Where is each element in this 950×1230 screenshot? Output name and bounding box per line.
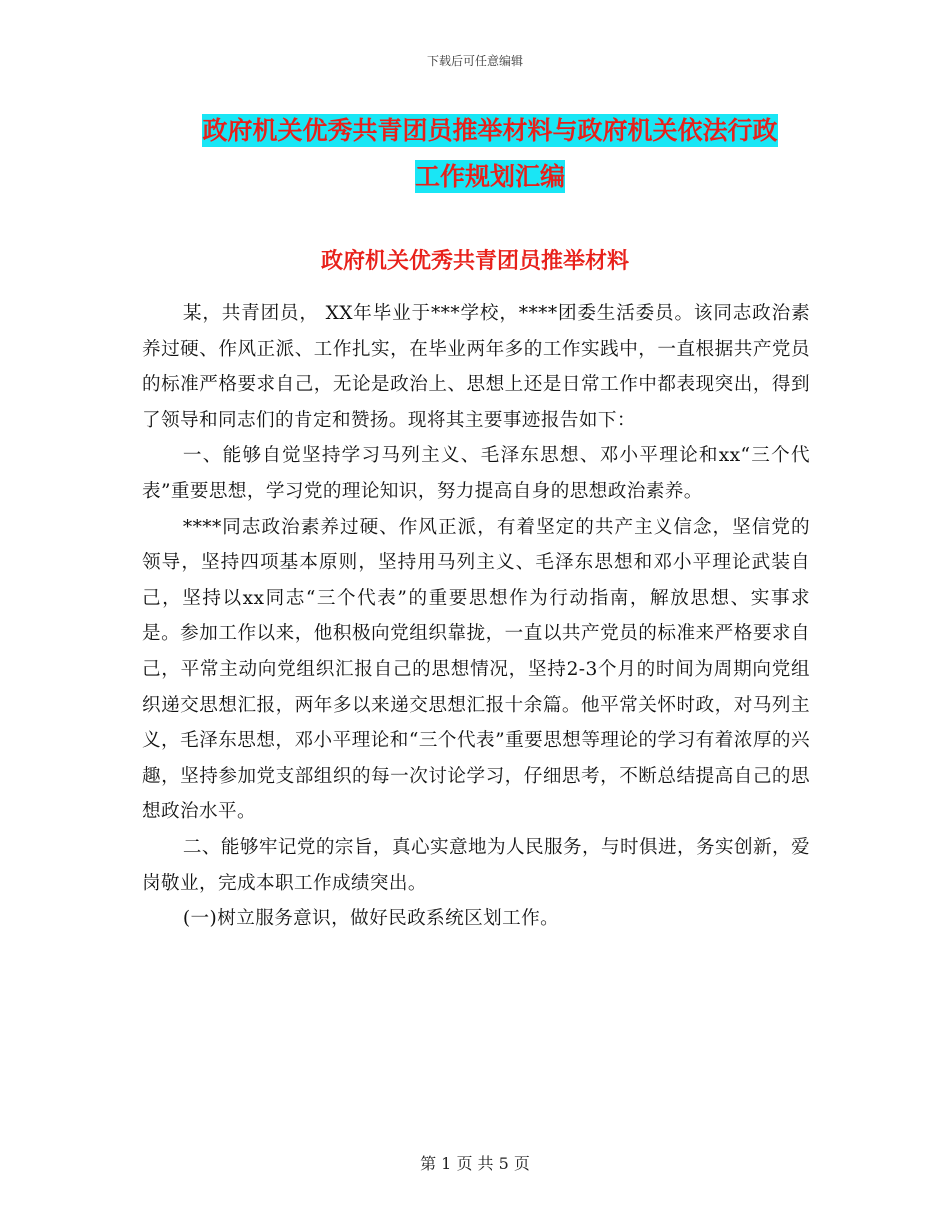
paragraph-heading-one: 一、能够自觉坚持学习马列主义、毛泽东思想、邓小平理论和xx“三个代表”重要思想，学习党的理论知识，努力提高自身的思想政治素养。: [142, 445, 810, 502]
document-title: [140, 108, 840, 200]
page-number: 第 1 页 共 5 页: [420, 1154, 530, 1173]
document-title-line-2: 工作规划汇编: [414, 162, 565, 191]
paragraph-heading-two: 二、能够牢记党的宗旨，真心实意地为人民服务，与时俱进，务实创新，爱岗敬业，完成本职工作成绩突出。: [142, 836, 810, 894]
document-title-line-1: 政府机关优秀共青团员推举材料与政府机关依法行政: [202, 116, 778, 145]
paragraph-subheading-one: (一)树立服务意识，做好民政系统区划工作。: [182, 908, 560, 930]
document-body: [142, 296, 810, 937]
paragraph-political-quality: ****同志政治素养过硬、作风正派，有着坚定的共产主义信念，坚信党的领导，坚持四项基本原则，坚持用马列主义、毛泽东思想和邓小平理论武装自己，坚持以xx同志“三个代表”的重要思想作为行动指南，解放思想、实事求是。参加工作以来，他积极向党组织靠拢，一直以共产党员的标准来严格要求自己，平常主动向党组织汇报自己的思想情况，坚持2-3个月的时间为周期向党组织递交思想汇报，两年多以来递交思想汇报十余篇。他平常关怀时政，对马列主义，毛泽东思想，邓小平理论和“三个代表”重要思想等理论的学习有着浓厚的兴趣，坚持参加党支部组织的每一次讨论学习，仔细思考，不断总结提高自己的思想政治水平。: [142, 516, 810, 823]
paragraph-intro: 某，共青团员， XX年毕业于***学校，****团委生活委员。该同志政治素养过硬、作风正派、工作扎实，在毕业两年多的工作实践中，一直根据共产党员的标准严格要求自己，无论是政治上、思想上还是日常工作中都表现突出，得到了领导和同志们的肯定和赞扬。现将其主要事迹报告如下：: [142, 303, 810, 431]
section-title: 政府机关优秀共青团员推举材料: [320, 249, 629, 274]
page-header-note: 下载后可任意编辑: [426, 54, 523, 68]
